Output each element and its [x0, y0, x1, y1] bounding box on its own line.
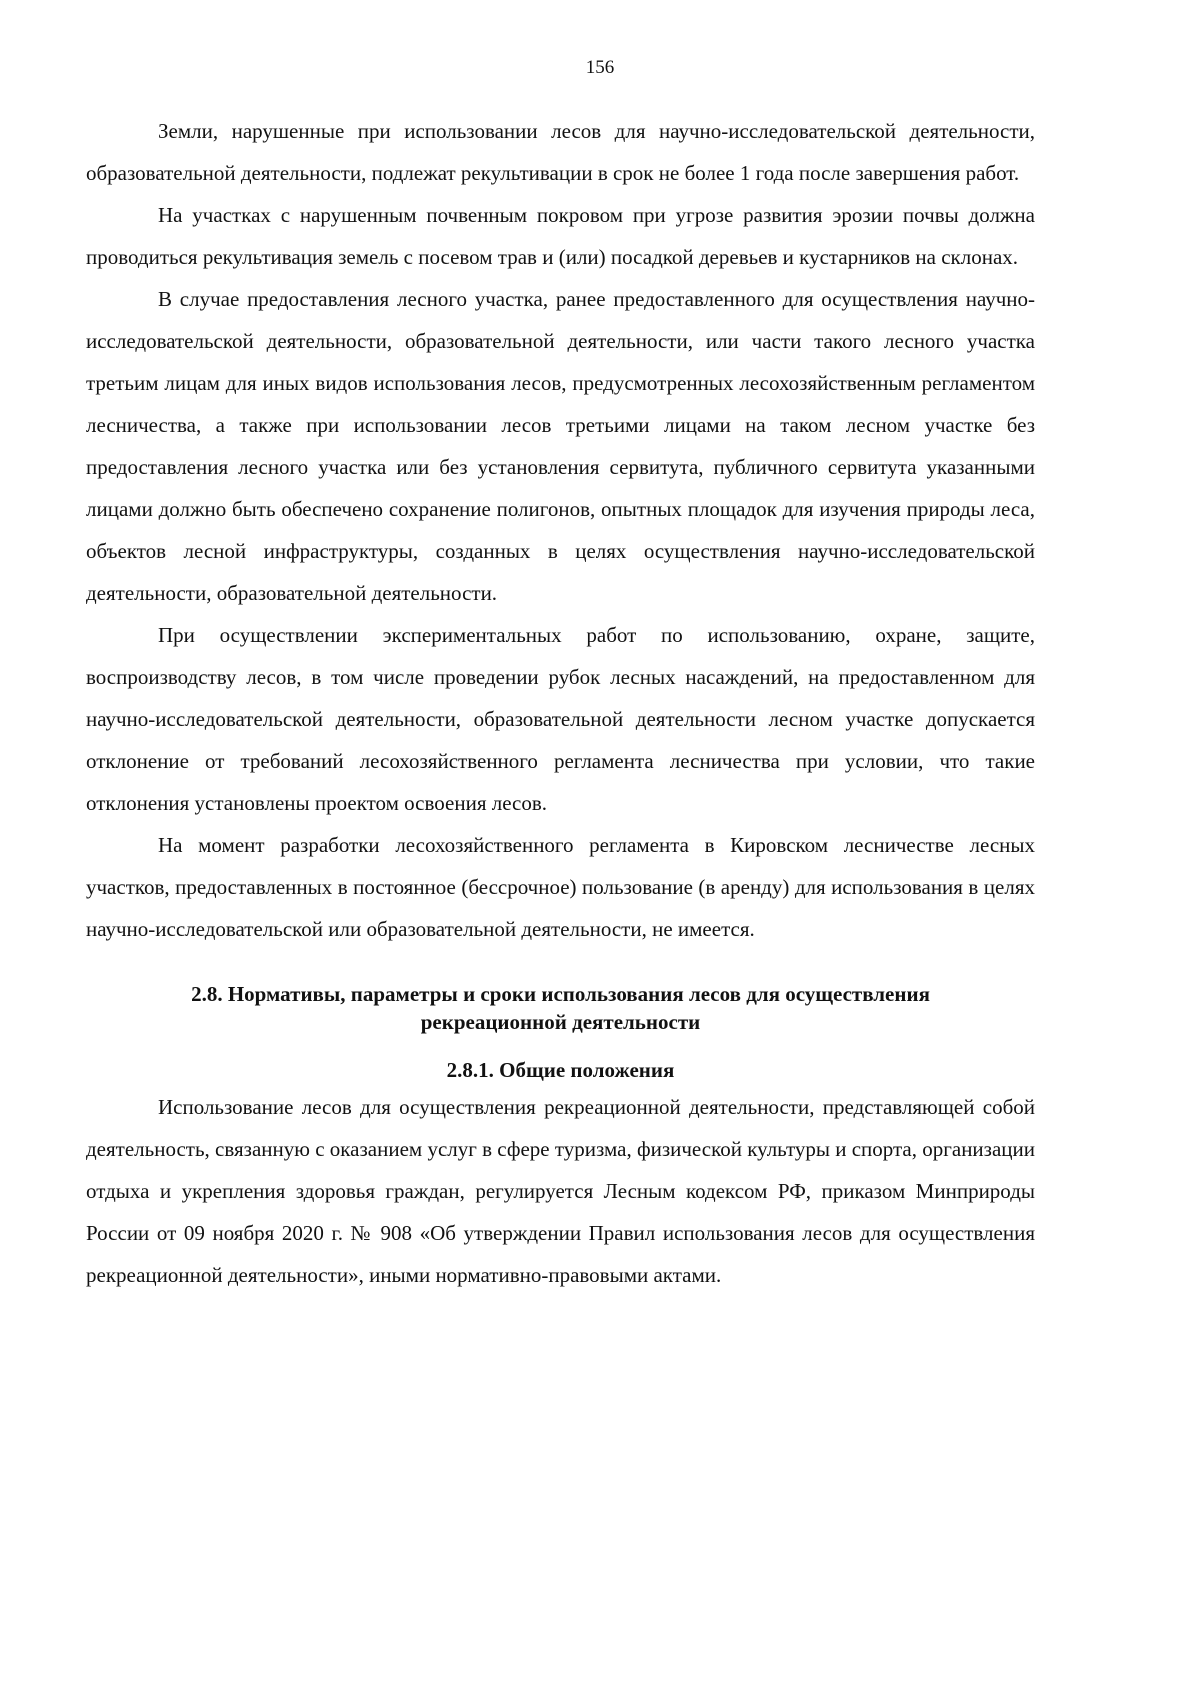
paragraph-kirov-forestry: На момент разработки лесохозяйственного регламента в Кировском лесничестве лесных участков, предоставленных в постоянное (бессрочное) пользование (в аренду) для использования в целях научно-исследовательской или образовательной деятельности, не имеется.: [86, 833, 1035, 941]
document-body: [86, 110, 1035, 1296]
paragraph-third-parties: В случае предоставления лесного участка, ранее предоставленного для осуществления научно-исследовательской деятельности, образовательной деятельности, или части такого лесного участка третьим лицам для иных видов использования лесов, предусмотренных лесохозяйственным регламентом лесничества, а также при использовании лесов третьими лицами на таком лесном участке без предоставления лесного участка или без установления сервитута, публичного сервитута указанными лицами должно быть обеспечено сохранение полигонов, опытных площадок для изучения природы леса, объектов лесной инфраструктуры, созданных в целях осуществления научно-исследовательской деятельности, образовательной деятельности.: [86, 287, 1035, 605]
paragraph-land-reclamation: Земли, нарушенные при использовании лесов для научно-исследовательской деятельности, образовательной деятельности, подлежат рекультивации в срок не более 1 года после завершения работ.: [86, 119, 1035, 185]
section-heading-line-2: рекреационной деятельности: [420, 1010, 701, 1034]
paragraph-experimental-works: При осуществлении экспериментальных работ по использованию, охране, защите, воспроизводству лесов, в том числе проведении рубок лесных насаждений, на предоставленном для научно-исследовательской деятельности, образовательной деятельности лесном участке допускается отклонение от требований лесохозяйственного регламента лесничества при условии, что такие отклонения установлены проектом освоения лесов.: [86, 623, 1035, 815]
paragraph-recreational-use: Использование лесов для осуществления рекреационной деятельности, представляющей собой деятельность, связанную с оказанием услуг в сфере туризма, физической культуры и спорта, организации отдыха и укрепления здоровья граждан, регулируется Лесным кодексом РФ, приказом Минприроды России от 09 ноября 2020 г. № 908 «Об утверждении Правил использования лесов для осуществления рекреационной деятельности», иными нормативно-правовыми актами.: [86, 1095, 1035, 1287]
page-number: 156: [585, 57, 615, 78]
section-heading-line-1: 2.8. Нормативы, параметры и сроки использования лесов для осуществления: [191, 982, 930, 1006]
subsection-heading: 2.8.1. Общие положения: [446, 1058, 675, 1082]
section-heading: [86, 980, 1035, 1036]
paragraph-erosion: На участках с нарушенным почвенным покровом при угрозе развития эрозии почвы должна проводиться рекультивация земель с посевом трав и (или) посадкой деревьев и кустарников на склонах.: [86, 203, 1035, 269]
